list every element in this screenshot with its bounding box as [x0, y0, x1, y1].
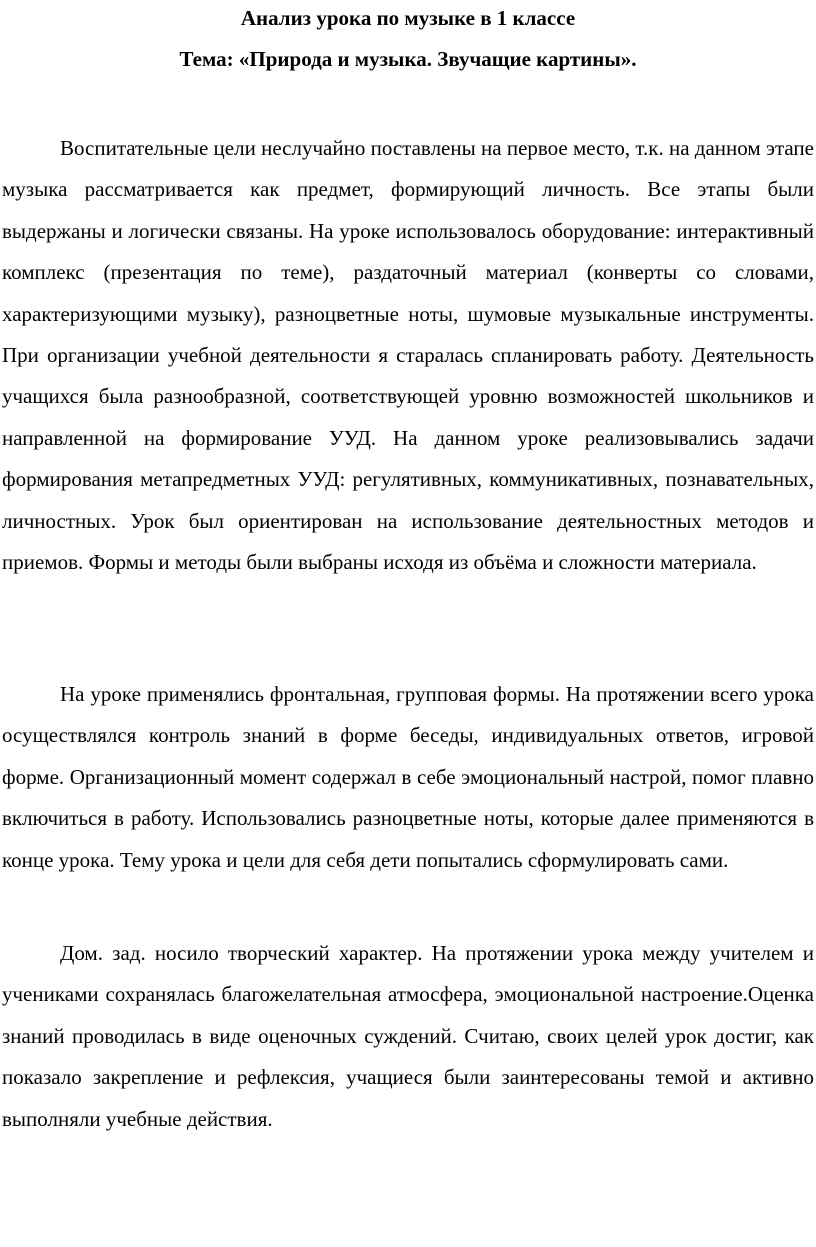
document-title: Анализ урока по музыке в 1 классе	[240, 6, 576, 30]
document-subtitle: Тема: «Природа и музыка. Звучащие картины».	[179, 47, 637, 71]
paragraph-goals: Воспитательные цели неслучайно поставлены на первое место, т.к. на данном этапе музыка рассматривается как предмет, формирующий личность. Все этапы были выдержаны и логически связаны. На уроке использовалось оборудование: интерактивный комплекс (презентация по теме), раздаточный материал (конверты со словами, характеризующими музыку), разноцветные ноты, шумовые музыкальные инструменты. При организации учебной деятельности я старалась спланировать работу. Деятельность учащихся была разнообразной, соответствующей уровню возможностей школьников и направленной на формирование УУД. На данном уроке реализовывались задачи формирования метапредметных УУД: регулятивных, коммуникативных, познавательных, личностных. Урок был ориентирован на использование деятельностных методов и приемов. Формы и методы были выбраны исходя из объёма и сложности материала.	[2, 136, 814, 575]
paragraph-homework: Дом. зад. носило творческий характер. На протяжении урока между учителем и учениками сохранялась благожелательная атмосфера, эмоциональной настроение.Оценка знаний проводилась в виде оценочных суждений. Считаю, своих целей урок достиг, как показало закрепление и рефлексия, учащиеся были заинтересованы темой и активно выполняли учебные действия.	[2, 941, 814, 1131]
paragraph-forms: На уроке применялись фронтальная, групповая формы. На протяжении всего урока осуществлялся контроль знаний в форме беседы, индивидуальных ответов, игровой форме. Организационный момент содержал в себе эмоциональный настрой, помог плавно включиться в работу. Использовались разноцветные ноты, которые далее применяются в конце урока. Тему урока и цели для себя дети попытались сформулировать сами.	[2, 682, 814, 872]
